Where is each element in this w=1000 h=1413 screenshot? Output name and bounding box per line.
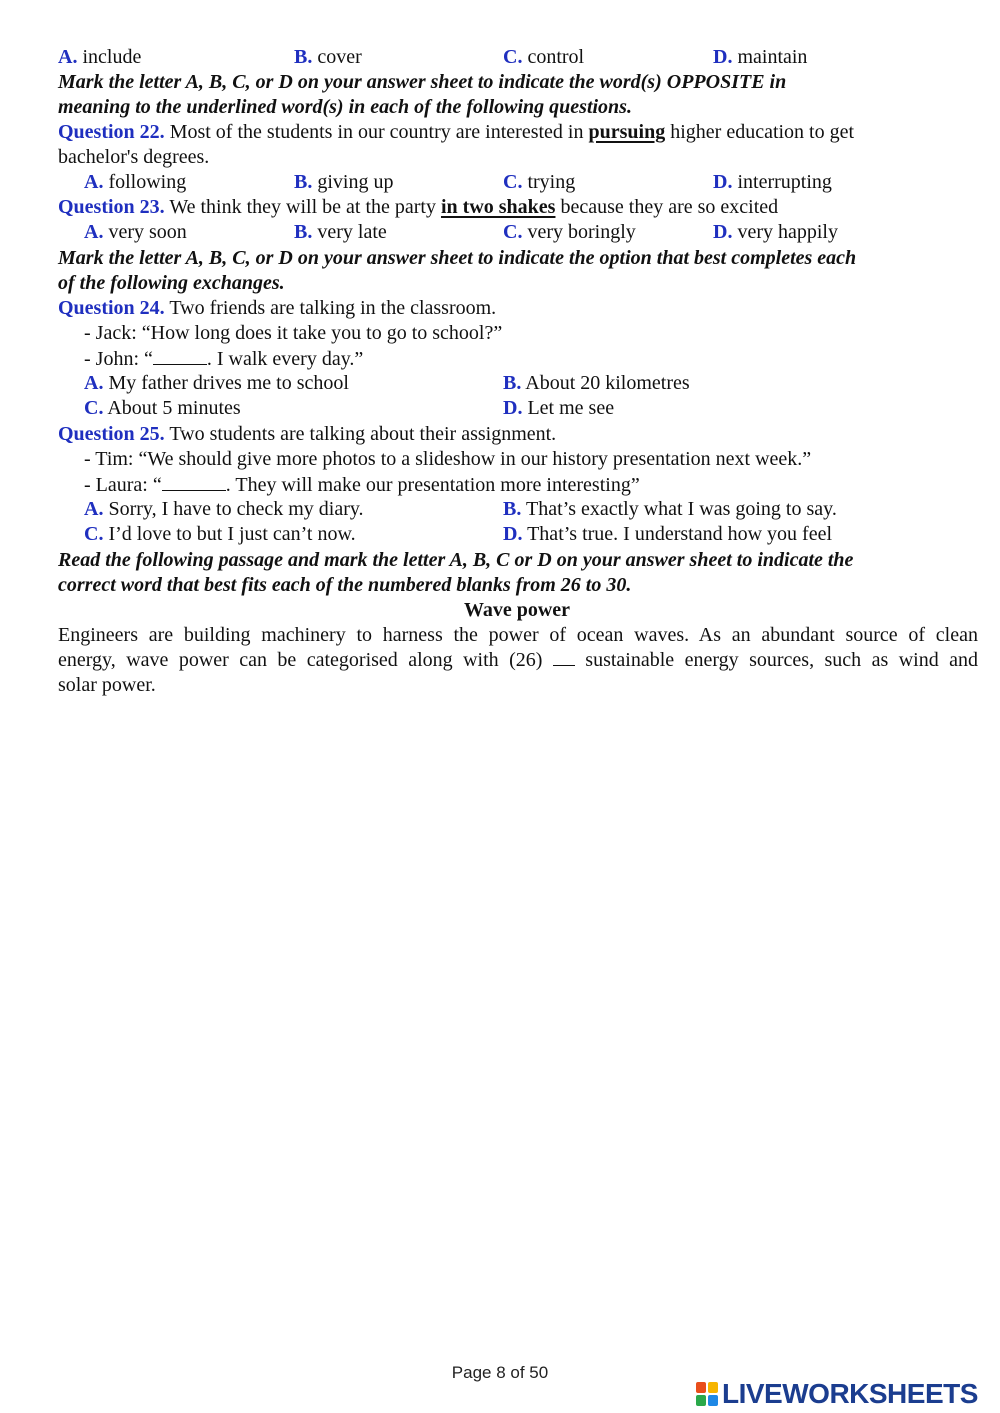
- option-text: Let me see: [527, 397, 615, 419]
- dialogue-text: . I walk every day.”: [206, 348, 364, 370]
- answer-blank: [162, 472, 226, 491]
- dialogue-tim: - Tim: “We should give more photos to a slideshow in our history presentation next week.”: [84, 448, 812, 470]
- q24-option-d: [503, 396, 614, 421]
- option-text: I’d love to but I just can’t now.: [108, 523, 356, 545]
- option-label: C.: [503, 171, 523, 193]
- q21-option-a: [58, 45, 141, 70]
- instruction-exchanges-line1: Mark the letter A, B, C, or D on your answer sheet to indicate the option that best completes each: [58, 247, 857, 269]
- option-label: A.: [84, 221, 104, 243]
- option-label: D.: [713, 46, 733, 68]
- option-text: very soon: [108, 221, 187, 243]
- option-text: Sorry, I have to check my diary.: [108, 498, 364, 520]
- option-label: B.: [294, 171, 313, 193]
- option-text: maintain: [737, 46, 808, 68]
- option-text: giving up: [317, 171, 394, 193]
- question-text: Two friends are talking in the classroom.: [164, 297, 497, 319]
- q25-option-c: [84, 522, 356, 547]
- q22-option-b: [294, 170, 393, 195]
- option-label: B.: [294, 221, 313, 243]
- option-label: A.: [84, 498, 104, 520]
- option-text: very late: [317, 221, 387, 243]
- passage-line2: [58, 648, 978, 673]
- option-label: C.: [84, 523, 104, 545]
- passage-title: Wave power: [463, 599, 571, 621]
- option-label: A.: [58, 46, 78, 68]
- passage-text: sustainable energy sources, such as wind and: [574, 649, 978, 671]
- option-text: trying: [527, 171, 576, 193]
- question-23: [58, 195, 778, 220]
- option-label: B.: [503, 498, 522, 520]
- q24-option-b: [503, 371, 690, 396]
- page-number: Page 8 of 50: [451, 1363, 549, 1382]
- option-text: following: [108, 171, 187, 193]
- instruction-passage-line1: Read the following passage and mark the letter A, B, C or D on your answer sheet to indicate the: [58, 549, 854, 571]
- instruction-exchanges-line2: of the following exchanges.: [58, 272, 285, 294]
- option-text: cover: [317, 46, 362, 68]
- q24-option-a: [84, 371, 349, 396]
- instruction-opposite-line1: Mark the letter A, B, C, or D on your answer sheet to indicate the word(s) OPPOSITE in: [58, 71, 787, 93]
- option-label: D.: [713, 171, 733, 193]
- question-25: [58, 422, 556, 447]
- q22-option-d: [713, 170, 832, 195]
- q22-option-c: [503, 170, 575, 195]
- option-text: About 20 kilometres: [525, 372, 690, 394]
- option-text: interrupting: [737, 171, 832, 193]
- q21-option-d: [713, 45, 807, 70]
- option-label: A.: [84, 171, 104, 193]
- option-label: C.: [84, 397, 104, 419]
- option-label: A.: [84, 372, 104, 394]
- question-label: Question 23.: [58, 196, 165, 218]
- q25-option-a: [84, 497, 364, 522]
- dialogue-text: - John: “: [84, 348, 153, 370]
- question-22: [58, 120, 854, 145]
- option-label: C.: [503, 221, 523, 243]
- q21-option-b: [294, 45, 362, 70]
- option-label: D.: [503, 523, 523, 545]
- question-label: Question 24.: [58, 297, 165, 319]
- option-text: My father drives me to school: [108, 372, 349, 394]
- dialogue-text: - Laura: “: [84, 474, 162, 496]
- option-text: control: [527, 46, 585, 68]
- question-text: We think they will be at the party: [164, 196, 441, 218]
- underlined-word: pursuing: [588, 121, 666, 143]
- q23-option-c: [503, 220, 636, 245]
- q23-option-a: [84, 220, 187, 245]
- liveworksheets-logo: [696, 1378, 978, 1410]
- option-text: very boringly: [527, 221, 636, 243]
- dialogue-john: [84, 346, 363, 372]
- passage-line3: solar power.: [58, 674, 156, 696]
- brand-name: LIVEWORKSHEETS: [722, 1378, 978, 1409]
- option-text: include: [82, 46, 142, 68]
- question-label: Question 25.: [58, 423, 165, 445]
- question-text: because they are so excited: [555, 196, 779, 218]
- instruction-opposite-line2: meaning to the underlined word(s) in each of the following questions.: [58, 96, 632, 118]
- option-label: D.: [503, 397, 523, 419]
- option-label: B.: [503, 372, 522, 394]
- q25-option-b: [503, 497, 837, 522]
- option-label: C.: [503, 46, 523, 68]
- q23-option-d: [713, 220, 838, 245]
- option-text: That’s true. I understand how you feel: [527, 523, 833, 545]
- underlined-phrase: in two shakes: [440, 196, 556, 218]
- question-text: higher education to get: [665, 121, 855, 143]
- question-text: Most of the students in our country are interested in: [164, 121, 589, 143]
- option-text: very happily: [737, 221, 838, 243]
- answer-blank: [553, 649, 575, 666]
- dialogue-jack: - Jack: “How long does it take you to go to school?”: [84, 322, 503, 344]
- liveworksheets-icon: [696, 1382, 718, 1406]
- option-label: B.: [294, 46, 313, 68]
- q22-option-a: [84, 170, 186, 195]
- passage-line1: Engineers are building machinery to harness the power of ocean waves. As an abundant source of clean: [58, 624, 978, 646]
- q23-option-b: [294, 220, 387, 245]
- q25-option-d: [503, 522, 832, 547]
- question-22-line2: bachelor's degrees.: [58, 146, 210, 168]
- passage-text: energy, wave power can be categorised along with (26): [58, 649, 553, 671]
- option-text: That’s exactly what I was going to say.: [525, 498, 837, 520]
- instruction-passage-line2: correct word that best fits each of the numbered blanks from 26 to 30.: [58, 574, 632, 596]
- option-label: D.: [713, 221, 733, 243]
- answer-blank: [153, 346, 207, 365]
- dialogue-laura: [84, 472, 640, 498]
- dialogue-text: . They will make our presentation more interesting”: [225, 474, 640, 496]
- q24-option-c: [84, 396, 241, 421]
- question-24: [58, 296, 496, 321]
- q21-option-c: [503, 45, 584, 70]
- question-label: Question 22.: [58, 121, 165, 143]
- question-text: Two students are talking about their assignment.: [164, 423, 557, 445]
- option-text: About 5 minutes: [107, 397, 241, 419]
